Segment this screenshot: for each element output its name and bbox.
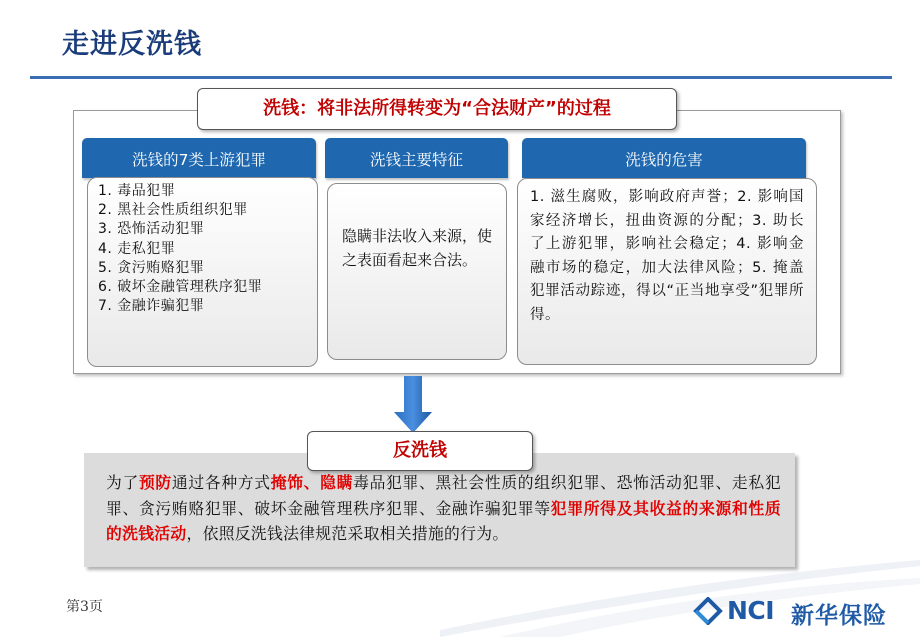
upstream-crimes-header: 洗钱的7类上游犯罪 (82, 138, 316, 178)
features-text: 隐瞒非法收入来源，使之表面看起来合法。 (342, 227, 493, 269)
definition-part: ，依照反洗钱法律规范采取相关措施的行为。 (186, 524, 509, 543)
highlight-laundering-activity: 犯罪所得及其收益的来源和性质的洗钱活动 (106, 498, 782, 543)
list-item: 2. 黑社会性质组织犯罪 (98, 202, 248, 219)
anti-money-laundering-title: 反洗钱 (393, 440, 447, 461)
list-item: 7. 金融诈骗犯罪 (98, 298, 205, 315)
highlight-conceal: 掩饰、隐瞒 (270, 473, 354, 492)
logo-text-en: NCI (727, 596, 775, 625)
upstream-crimes-list (87, 177, 318, 367)
highlight-prevent: 预防 (138, 473, 172, 492)
definition-part: 为了 (106, 473, 139, 492)
anti-money-laundering-title-box (307, 431, 533, 471)
definition-part: 毒品犯罪、黑社会性质的组织犯罪、恐怖活动犯罪、走私犯罪、贪污贿赂犯罪、破坏金融管理秩序犯罪、金融诈骗犯罪等 (106, 473, 781, 518)
list-item: 5. 贪污贿赂犯罪 (98, 259, 205, 276)
harms-text: 1. 滋生腐败，影响政府声誉；2. 影响国家经济增长，扭曲资源的分配；3. 助长了上游犯罪，影响社会稳定；4. 影响金融市场的稳定，加大法律风险；5. 掩盖犯罪活动踪迹，得以“正当地享受”犯罪所得。 (530, 189, 804, 323)
definition-text: 洗钱：将非法所得转变为“合法财产”的过程 (263, 98, 611, 119)
main-features-box (327, 183, 507, 360)
harms-box (517, 178, 817, 365)
page-number: 第3页 (66, 599, 103, 615)
title-divider (30, 76, 892, 79)
list-item: 6. 破坏金融管理秩序犯罪 (98, 279, 263, 296)
list-item: 4. 走私犯罪 (98, 240, 176, 257)
definition-part: 通过各种方式 (171, 473, 271, 492)
slide-title: 走进反洗钱 (62, 29, 202, 60)
harms-header: 洗钱的危害 (522, 138, 806, 178)
logo-text-cn: 新华保险 (791, 603, 887, 629)
main-features-header: 洗钱主要特征 (325, 138, 508, 178)
list-item: 1. 毒品犯罪 (98, 183, 176, 199)
down-arrow-icon (393, 376, 433, 434)
definition-title-box (197, 88, 677, 130)
list-item: 3. 恐怖活动犯罪 (98, 221, 205, 238)
nci-ring-logo-icon (693, 597, 723, 625)
